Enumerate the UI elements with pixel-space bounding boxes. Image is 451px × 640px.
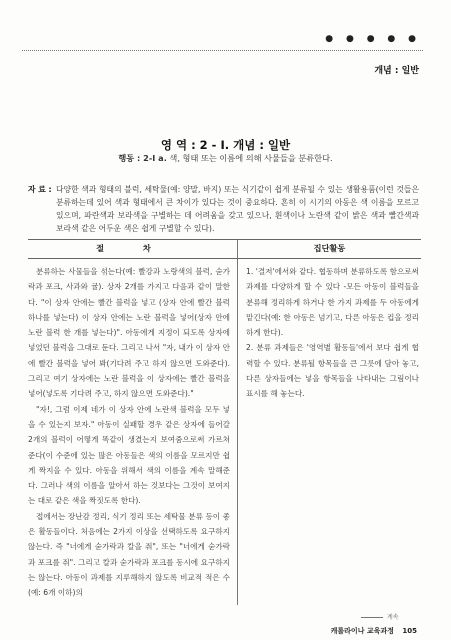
page-number: 105 <box>402 627 417 635</box>
page-footer <box>331 626 417 636</box>
procedure-table <box>28 239 421 605</box>
page-title: 영 역 : 2 - Ⅰ. 개념 : 일반 <box>160 138 291 152</box>
procedure-paragraph: 접에서는 장난감 정리, 식기 정리 또는 세탁물 분류 등이 좋은 활동들이다. 처음에는 2가지 이상을 선택하도록 요구하지 않는다. 즉 "너에게 숟가락과 칼을 줘", 또는 "너에게 숟가락과 포크를 줘". 그리고 칼과 숟가락과 포크를 동시에 요구하지는 않는다. 아동이 과제를 지루해하지 않도록 비교적 적은 수(예: 6개 이하)의 <box>28 511 230 598</box>
materials-label: 자 료 : <box>28 185 52 194</box>
activity-text: 색, 형태 또는 이름에 의해 사물들을 분류한다. <box>169 153 333 163</box>
header-divider <box>22 50 423 51</box>
materials-text: 다양한 색과 형태의 블럭, 세탁물(예: 양말, 바지) 또는 식기같이 쉽게 분류될 수 있는 생활용품(이런 것들은 분류하는데 있어 색과 형태에서 큰 차이가 있다는 것이 중요하다. 흔히 이 시기의 아동은 색 이름을 모르고 있으며, 파란색과 보라색을 구별하는 데 어려움을 갖고 있으나, 흰색이나 노란색 같이 밝은 색과 빨간색과 보라색 같은 어두운 색은 쉽게 구별할 수 있다). <box>56 185 419 233</box>
group-activity-column-header: 집단활동 <box>313 243 346 253</box>
materials-section <box>28 183 419 235</box>
book-title: 캐롤라이나 교육과정 <box>330 627 394 635</box>
decorative-dots: ● ● ● ● ● <box>325 34 421 44</box>
activity-description <box>0 153 451 164</box>
group-activity-paragraph: 2. 분류 과제들은 '영역별 활동들'에서 보다 쉽게 협력할 수 있다. 분류될 항목들을 큰 그릇에 담아 놓고, 다른 상자들에는 넣을 항목들을 나타내는 그림이나 표시를 해 놓는다. <box>246 343 419 399</box>
procedure-column <box>28 264 230 601</box>
procedure-column-header: 절 차 <box>96 243 169 253</box>
group-activity-column <box>246 264 419 402</box>
procedure-paragraph: 분류하는 사물들을 섞는다(예: 빨강과 노랑색의 블럭, 숟가락과 포크, 사과와 귤). 상자 2개를 가지고 다음과 같이 말한다. "이 상자 안에는 빨간 블럭을 넣고 (상자 안에 빨간 블럭 하나를 넣는다) 이 상자 안에는 노란 블럭을 넣어(상자 안에 노란 블럭 한 개를 넣는다)". 아동에게 지정이 되도록 상자에 넣었던 블럭을 그대로 둔다. 그리고 나서 "자, 내가 이 상자 안에 빨간 블럭을 넣어 봐(기다려 주고 하지 않으면 도와준다). 그리고 여기 상자에는 노란 블럭을 이 상자에는 빨간 블럭을 넣어(넣도록 기다려 주고, 하지 않으면 도와준다)." <box>28 267 230 399</box>
group-activity-paragraph: 1. '결저'에서와 같다. 협동하며 분류하도록 함으로써 과제를 다양하게 할 수 있다 -모든 아동이 블럭들을 분류해 정리하게 하거나 한 가지 과제를 두 아동에게 맡긴다(예: 한 아동은 넘기고, 다른 아동은 컵을 정리하게 한다). <box>246 267 419 338</box>
continued-mark: 계속 <box>361 612 399 621</box>
column-divider <box>237 240 238 605</box>
section-corner-label: 개념 : 일반 <box>374 66 419 76</box>
procedure-paragraph: "자!, 그럼 이제 네가 이 상자 안에 노란색 블럭을 모두 넣을 수 있는지 보자." 아동이 실패할 경우 같은 상자에 들어갈 2개의 블럭이 어떻게 똑같이 생겼는지 보여줌으로써 가르쳐준다(이 수준에 있는 많은 아동들은 색의 이름을 모르지만 쉽게 짝지을 수 있다. 아동을 위해서 색의 이름을 계속 말해준다. 그러나 색의 이름을 알아서 하는 것보다는 그것이 보여지는 대로 같은 색을 짝짓도록 한다). <box>28 404 230 506</box>
activity-label: 행동 : 2-Ⅰ a. <box>118 153 167 163</box>
